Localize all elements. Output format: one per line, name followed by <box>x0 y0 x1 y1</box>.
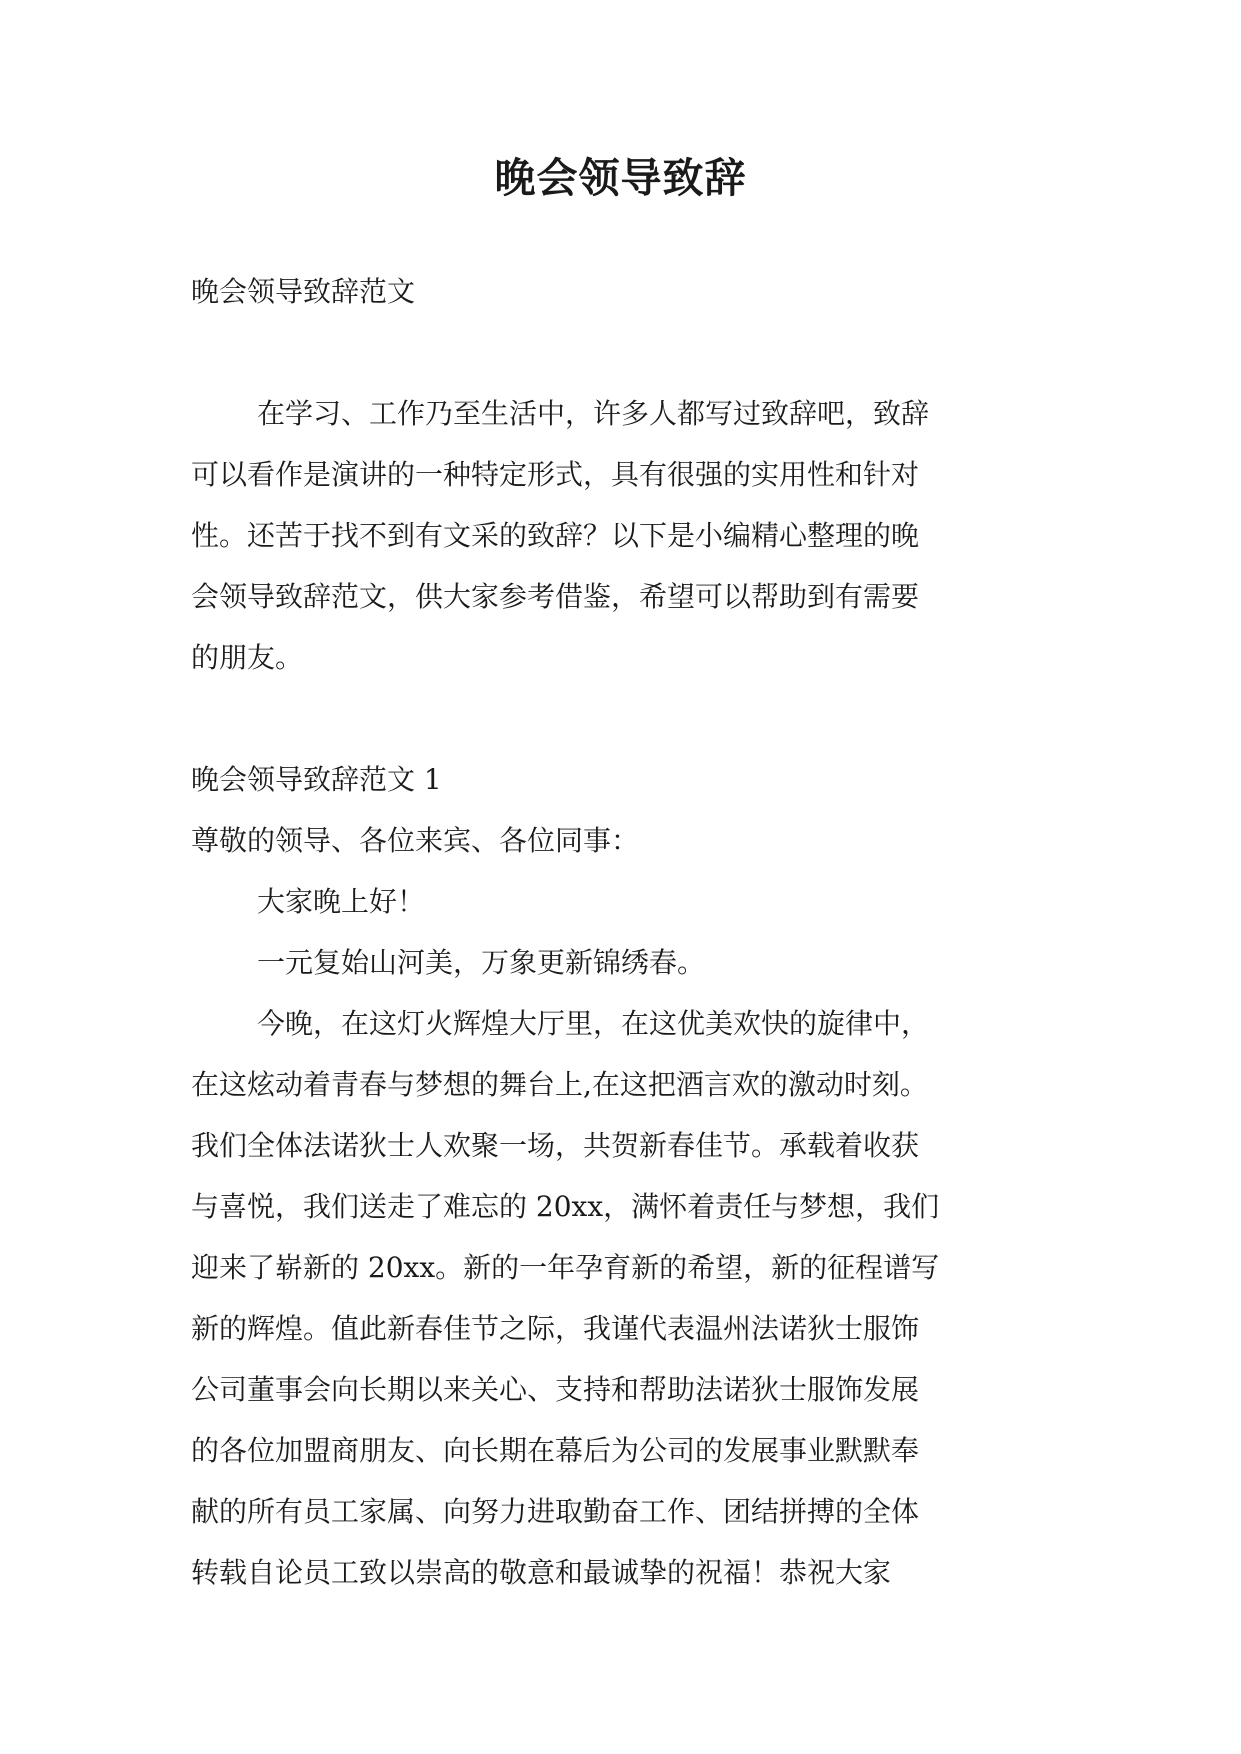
paragraph-line: 与喜悦，我们送走了难忘的 20xx，满怀着责任与梦想，我们 <box>191 1190 940 1223</box>
paragraph-line: 的朋友。 <box>191 641 304 674</box>
paragraph-line: 的各位加盟商朋友、向长期在幕后为公司的发展事业默默奉 <box>191 1434 920 1467</box>
subtitle: 晚会领导致辞范文 <box>191 275 416 308</box>
paragraph-line: 献的所有员工家属、向努力进取勤奋工作、团结拼搏的全体 <box>191 1495 920 1528</box>
section-heading: 晚会领导致辞范文 1 <box>191 763 442 796</box>
speech-paragraph <box>191 993 1061 1603</box>
paragraph-line: 我们全体法诺狄士人欢聚一场，共贺新春佳节。承载着收获 <box>191 1129 920 1162</box>
paragraph-line: 在学习、工作乃至生活中，许多人都写过致辞吧，致辞 <box>257 397 930 430</box>
paragraph-line: 性。还苦于找不到有文采的致辞？以下是小编精心整理的晚 <box>191 519 920 552</box>
paragraph-line: 转载自论员工致以崇高的敬意和最诚挚的祝福！恭祝大家 <box>191 1556 892 1589</box>
blank-line <box>191 322 1061 383</box>
couplet: 一元复始山河美，万象更新锦绣春。 <box>257 946 706 979</box>
greeting: 大家晚上好！ <box>257 885 426 918</box>
paragraph-line: 新的辉煌。值此新春佳节之际，我谨代表温州法诺狄士服饰 <box>191 1312 920 1345</box>
paragraph-line: 公司董事会向长期以来关心、支持和帮助法诺狄士服饰发展 <box>191 1373 920 1406</box>
document-title: 晚会领导致辞 <box>494 154 747 202</box>
salutation: 尊敬的领导、各位来宾、各位同事： <box>191 824 640 857</box>
paragraph-line: 今晚，在这灯火辉煌大厅里，在这优美欢快的旋律中， <box>257 1007 930 1040</box>
intro-paragraph <box>191 383 1061 688</box>
blank-line <box>191 688 1061 749</box>
paragraph-line: 在这炫动着青春与梦想的舞台上,在这把酒言欢的激动时刻。 <box>191 1068 928 1101</box>
paragraph-line: 会领导致辞范文，供大家参考借鉴，希望可以帮助到有需要 <box>191 580 920 613</box>
paragraph-line: 可以看作是演讲的一种特定形式，具有很强的实用性和针对 <box>191 458 920 491</box>
paragraph-line: 迎来了崭新的 20xx。新的一年孕育新的希望，新的征程谱写 <box>191 1251 940 1284</box>
document-body <box>191 261 1061 1603</box>
